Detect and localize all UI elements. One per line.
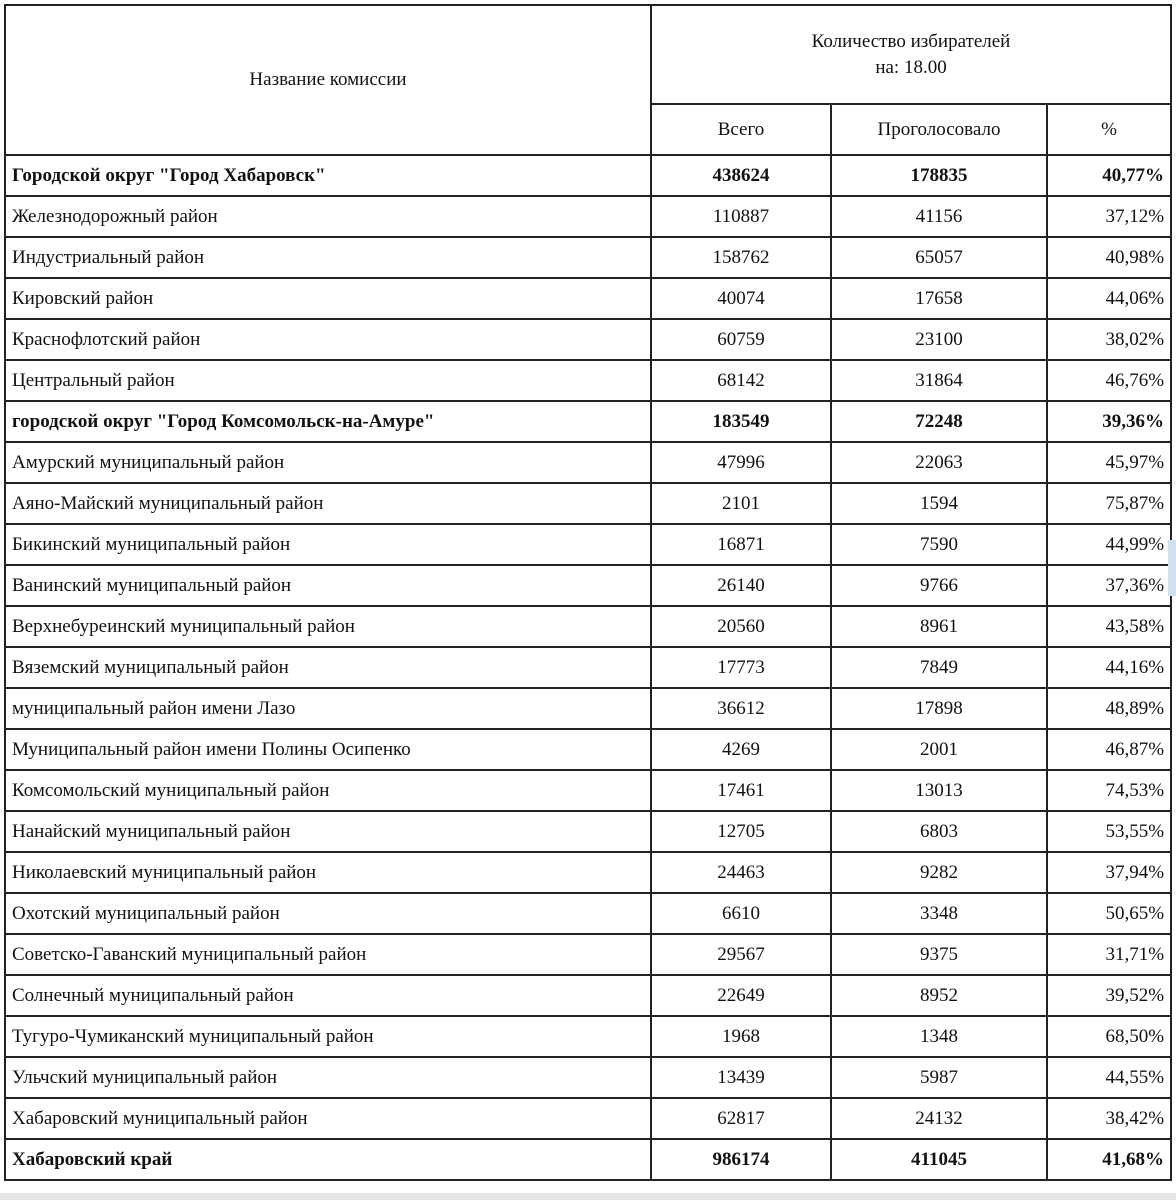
voted-count-cell: 9282 [831,852,1047,893]
total-voters-cell: 438624 [651,155,831,196]
commission-name-cell: Советско-Гаванский муниципальный район [5,934,651,975]
turnout-percent-cell: 68,50% [1047,1016,1171,1057]
commission-name-cell: Кировский район [5,278,651,319]
turnout-percent-cell: 31,71% [1047,934,1171,975]
table-row [5,401,1171,442]
table-row [5,729,1171,770]
total-voters-cell: 40074 [651,278,831,319]
table-row [5,360,1171,401]
total-voters-cell: 12705 [651,811,831,852]
table-row [5,811,1171,852]
voted-count-cell: 9766 [831,565,1047,606]
table-row [5,934,1171,975]
voted-count-cell: 65057 [831,237,1047,278]
total-voters-cell: 110887 [651,196,831,237]
total-voters-cell: 16871 [651,524,831,565]
turnout-percent-cell: 38,42% [1047,1098,1171,1139]
commission-name-cell: Бикинский муниципальный район [5,524,651,565]
table-row [5,442,1171,483]
header-time: на: 18.00 [875,56,947,78]
voted-count-cell: 2001 [831,729,1047,770]
table-row [5,975,1171,1016]
commission-name-cell: городской округ "Город Комсомольск-на-Амуре" [5,401,651,442]
commission-name-cell: Железнодорожный район [5,196,651,237]
total-voters-cell: 17461 [651,770,831,811]
voted-count-cell: 22063 [831,442,1047,483]
turnout-table [4,4,1172,1181]
turnout-percent-cell: 44,16% [1047,647,1171,688]
total-voters-cell: 13439 [651,1057,831,1098]
turnout-percent-cell: 45,97% [1047,442,1171,483]
commission-name-cell: Городской округ "Город Хабаровск" [5,155,651,196]
voted-count-cell: 41156 [831,196,1047,237]
total-voters-cell: 26140 [651,565,831,606]
table-row [5,483,1171,524]
table-row [5,1098,1171,1139]
commission-name-cell: Комсомольский муниципальный район [5,770,651,811]
voted-count-cell: 23100 [831,319,1047,360]
voted-count-cell: 411045 [831,1139,1047,1180]
commission-name-cell: Краснофлотский район [5,319,651,360]
voted-count-cell: 5987 [831,1057,1047,1098]
turnout-percent-cell: 37,12% [1047,196,1171,237]
turnout-percent-cell: 53,55% [1047,811,1171,852]
voted-count-cell: 8952 [831,975,1047,1016]
turnout-percent-cell: 40,77% [1047,155,1171,196]
commission-name-cell: Аяно-Майский муниципальный район [5,483,651,524]
total-voters-cell: 2101 [651,483,831,524]
header-percent: % [1047,104,1171,155]
turnout-percent-cell: 44,55% [1047,1057,1171,1098]
table-row [5,565,1171,606]
table-row [5,770,1171,811]
commission-name-cell: Хабаровский край [5,1139,651,1180]
total-voters-cell: 4269 [651,729,831,770]
voted-count-cell: 8961 [831,606,1047,647]
voted-count-cell: 3348 [831,893,1047,934]
header-total: Всего [651,104,831,155]
commission-name-cell: муниципальный район имени Лазо [5,688,651,729]
table-row [5,1139,1171,1180]
table-body [5,155,1171,1180]
commission-name-cell: Охотский муниципальный район [5,893,651,934]
bottom-edge [0,1193,1176,1200]
turnout-percent-cell: 50,65% [1047,893,1171,934]
edge-highlight [1168,540,1176,596]
voted-count-cell: 9375 [831,934,1047,975]
commission-name-cell: Верхнебуреинский муниципальный район [5,606,651,647]
commission-name-cell: Ульчский муниципальный район [5,1057,651,1098]
commission-name-cell: Нанайский муниципальный район [5,811,651,852]
total-voters-cell: 68142 [651,360,831,401]
voted-count-cell: 178835 [831,155,1047,196]
total-voters-cell: 158762 [651,237,831,278]
table-row [5,1016,1171,1057]
voted-count-cell: 7849 [831,647,1047,688]
turnout-percent-cell: 74,53% [1047,770,1171,811]
table-row [5,852,1171,893]
turnout-percent-cell: 46,87% [1047,729,1171,770]
commission-name-cell: Индустриальный район [5,237,651,278]
table-row [5,278,1171,319]
header-voter-count-title: Количество избирателей [811,30,1011,52]
voted-count-cell: 6803 [831,811,1047,852]
table-row [5,647,1171,688]
voted-count-cell: 24132 [831,1098,1047,1139]
commission-name-cell: Вяземский муниципальный район [5,647,651,688]
total-voters-cell: 24463 [651,852,831,893]
table-row [5,606,1171,647]
turnout-percent-cell: 43,58% [1047,606,1171,647]
table-row [5,237,1171,278]
turnout-percent-cell: 38,02% [1047,319,1171,360]
voted-count-cell: 13013 [831,770,1047,811]
voted-count-cell: 7590 [831,524,1047,565]
commission-name-cell: Ванинский муниципальный район [5,565,651,606]
total-voters-cell: 17773 [651,647,831,688]
turnout-percent-cell: 39,52% [1047,975,1171,1016]
table-row [5,319,1171,360]
commission-name-cell: Амурский муниципальный район [5,442,651,483]
voted-count-cell: 17898 [831,688,1047,729]
total-voters-cell: 62817 [651,1098,831,1139]
table-row [5,1057,1171,1098]
total-voters-cell: 22649 [651,975,831,1016]
turnout-percent-cell: 48,89% [1047,688,1171,729]
table-row [5,893,1171,934]
header-voted: Проголосовало [831,104,1047,155]
voted-count-cell: 1348 [831,1016,1047,1057]
commission-name-cell: Тугуро-Чумиканский муниципальный район [5,1016,651,1057]
table-row [5,196,1171,237]
total-voters-cell: 60759 [651,319,831,360]
voted-count-cell: 17658 [831,278,1047,319]
commission-name-cell: Центральный район [5,360,651,401]
table-header [5,5,1171,155]
total-voters-cell: 6610 [651,893,831,934]
total-voters-cell: 1968 [651,1016,831,1057]
commission-name-cell: Муниципальный район имени Полины Осипенко [5,729,651,770]
voted-count-cell: 1594 [831,483,1047,524]
commission-name-cell: Николаевский муниципальный район [5,852,651,893]
header-commission-name: Название комиссии [5,5,651,155]
turnout-percent-cell: 37,94% [1047,852,1171,893]
commission-name-cell: Солнечный муниципальный район [5,975,651,1016]
turnout-percent-cell: 37,36% [1047,565,1171,606]
total-voters-cell: 183549 [651,401,831,442]
total-voters-cell: 20560 [651,606,831,647]
commission-name-cell: Хабаровский муниципальный район [5,1098,651,1139]
total-voters-cell: 986174 [651,1139,831,1180]
turnout-percent-cell: 75,87% [1047,483,1171,524]
turnout-percent-cell: 44,99% [1047,524,1171,565]
turnout-percent-cell: 39,36% [1047,401,1171,442]
turnout-percent-cell: 41,68% [1047,1139,1171,1180]
total-voters-cell: 36612 [651,688,831,729]
voted-count-cell: 31864 [831,360,1047,401]
voted-count-cell: 72248 [831,401,1047,442]
turnout-percent-cell: 40,98% [1047,237,1171,278]
total-voters-cell: 47996 [651,442,831,483]
turnout-percent-cell: 46,76% [1047,360,1171,401]
turnout-percent-cell: 44,06% [1047,278,1171,319]
total-voters-cell: 29567 [651,934,831,975]
header-voter-count [651,5,1171,104]
table-row [5,155,1171,196]
table-row [5,688,1171,729]
table-row [5,524,1171,565]
